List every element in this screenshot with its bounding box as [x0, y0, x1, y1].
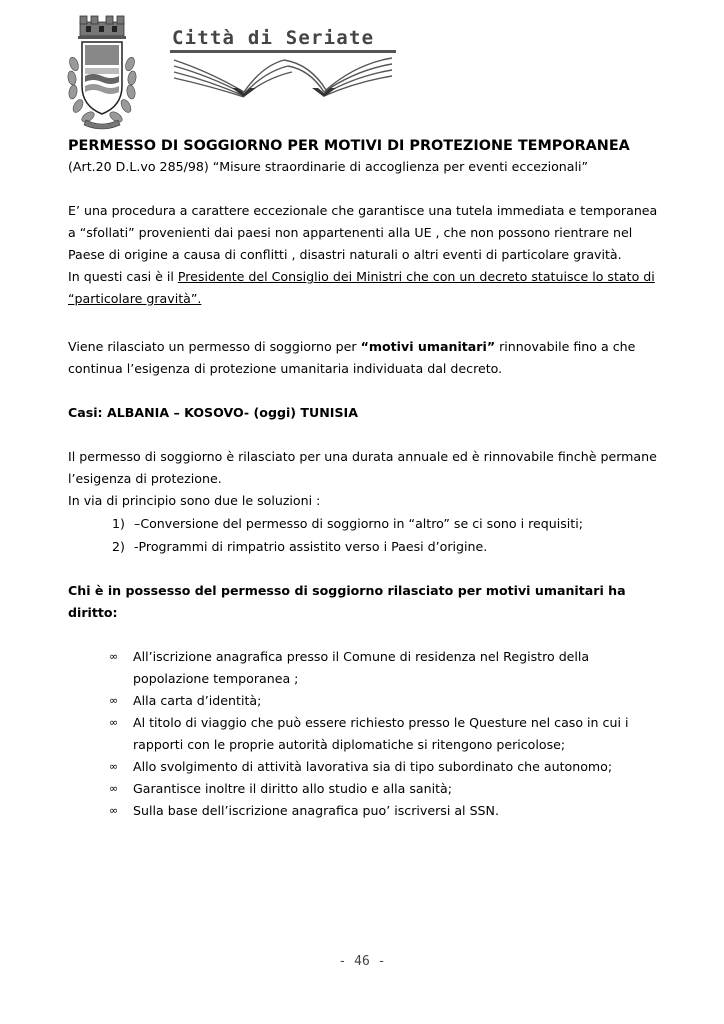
- duration-paragraph: Il permesso di soggiorno è rilasciato per una durata annuale ed è rinnovabile finchè permane l’esigenza di protezione.: [68, 449, 657, 486]
- list-item-text: Allo svolgimento di attività lavorativa sia di tipo subordinato che autonomo;: [133, 759, 613, 774]
- city-crest-icon: [66, 14, 138, 132]
- infinity-bullet-icon: ∞: [109, 760, 119, 773]
- permit-text: Viene rilasciato un permesso di soggiorno per: [68, 339, 361, 354]
- list-item-text: –Conversione del permesso di soggiorno in “altro” se ci sono i requisiti;: [134, 516, 583, 531]
- list-item-text: -Programmi di rimpatrio assistito verso i Paesi d’origine.: [134, 539, 488, 554]
- list-item: [109, 756, 658, 778]
- list-item: [112, 535, 658, 558]
- cases-heading: Casi: ALBANIA – KOSOVO- (oggi) TUNISIA: [68, 405, 358, 420]
- list-item-text: Garantisce inoltre il diritto allo studio e alla sanità;: [133, 781, 453, 796]
- intro-text-2: In questi casi è il: [68, 269, 178, 284]
- permit-reason: “motivi umanitari”: [360, 339, 496, 354]
- list-item: [109, 778, 658, 800]
- city-name: Città di Seriate: [172, 27, 375, 49]
- page-number: - 46 -: [338, 954, 386, 969]
- solutions-intro: In via di principio sono due le soluzioni :: [68, 493, 321, 508]
- president-decree-text: Presidente del Consiglio dei Ministri che con un decreto statuisce lo stato di “particolare gravità”.: [68, 269, 655, 306]
- document-title: PERMESSO DI SOGGIORNO PER MOTIVI DI PROTEZIONE TEMPORANEA: [68, 138, 630, 154]
- list-item: [112, 512, 658, 535]
- document-body: [68, 136, 658, 822]
- intro-text: E’ una procedura a carattere eccezionale che garantisce una tutela immediata e temporanea a “sfollati” provenienti dai paesi non appartenenti alla UE , che non possono rientrare nel Paese di origine a causa di conflitti , disastri naturali o altri eventi di particolare gravità.: [68, 203, 658, 262]
- infinity-bullet-icon: ∞: [109, 716, 119, 729]
- permit-text-2: rinnovabile fino a che continua l’esigenza di protezione umanitaria individuata dal decreto.: [68, 339, 636, 376]
- intro-paragraph: [68, 200, 658, 310]
- permit-paragraph: [68, 336, 658, 380]
- infinity-bullet-icon: ∞: [109, 694, 119, 707]
- list-number: 1): [112, 516, 125, 531]
- list-item: [109, 690, 658, 712]
- infinity-bullet-icon: ∞: [109, 650, 119, 663]
- rights-list: [68, 646, 658, 822]
- document-subtitle: (Art.20 D.L.vo 285/98) “Misure straordinarie di accoglienza per eventi eccezionali”: [68, 159, 589, 174]
- list-item-text: Alla carta d’identità;: [133, 693, 262, 708]
- list-number: 2): [112, 539, 125, 554]
- city-logo-arches-icon: [170, 50, 396, 98]
- list-item-text: Al titolo di viaggio che può essere richiesto presso le Questure nel caso in cui i rapporti con le proprie autorità diplomatiche si ritengono pericolose;: [133, 715, 629, 752]
- list-item-text: All’iscrizione anagrafica presso il Comune di residenza nel Registro della popolazione temporanea ;: [133, 649, 590, 686]
- rights-heading: Chi è in possesso del permesso di soggiorno rilasciato per motivi umanitari ha diritto:: [68, 583, 626, 620]
- list-item: [109, 712, 658, 756]
- list-item-text: Sulla base dell’iscrizione anagrafica puo’ iscriversi al SSN.: [133, 803, 499, 818]
- infinity-bullet-icon: ∞: [109, 804, 119, 817]
- list-item: [109, 646, 658, 690]
- solutions-list: [68, 512, 658, 558]
- list-item: [109, 800, 658, 822]
- infinity-bullet-icon: ∞: [109, 782, 119, 795]
